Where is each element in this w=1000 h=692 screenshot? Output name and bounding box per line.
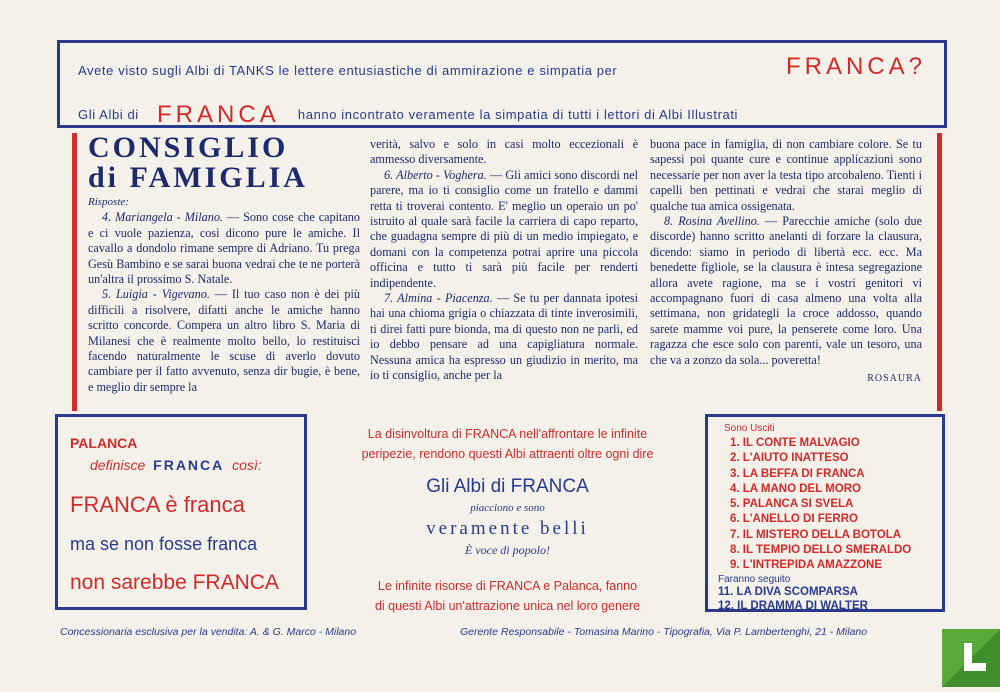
published-item: 6. L'ANELLO DI FERRO [730, 513, 858, 526]
answer-5-text: — Il tuo caso non è dei più difficili a risolvere, difatti anche le amiche hanno scritto concorde. Compera un altro libro S. Maria di Milanesi che è realmente molto bello, lo restituisci facendo naturalmente le scuse di averlo dovuto cambiare per il fatto avvenuto, senza dir bugie, è bene, e meglio dir sempre la [88, 287, 361, 394]
header-line2-brand: FRANCA [157, 101, 280, 128]
center-top-text [320, 424, 695, 464]
cosi-word: così: [232, 457, 262, 473]
center-top-1: La disinvoltura di FRANCA nell'affrontare le infinite [367, 427, 648, 441]
center-bottom-2: di questi Albi un'attrazione unica nel loro genere [374, 599, 641, 613]
answer-6-text: — Gli amici sono discordi nel parere, ma io ti consiglio come un fratello e dammi retta ti troverai contento. E' meglio un operaio un po' istruito al quale sarà facile la carriera di capo reparto, che guadagna sempre di più di un medio impiegato, e domani con la competenza potrai aprire una piccola officina e tutto ti sarà più facile per renderti indipendente. [370, 167, 638, 290]
motto-line-1: FRANCA è franca [70, 492, 245, 517]
col2-intro: verità, salvo e solo in casi molto eccezionali è ammesso diversamente. [370, 137, 638, 167]
header-line2-post: hanno incontrato veramente la simpatia di tutti i lettori di Albi Illustrati [297, 107, 739, 122]
definisce-franca: FRANCA [153, 457, 225, 473]
article-column-3 [650, 137, 922, 387]
corner-logo [942, 629, 1000, 687]
upcoming-item: 11. LA DIVA SCOMPARSA [718, 586, 858, 598]
center-piacciono: piacciono e sono [470, 502, 545, 514]
answer-8 [650, 214, 922, 368]
motto-line-2: ma se non fosse franca [70, 534, 258, 554]
header-line1-text: Avete visto sugli Albi di TANKS le lettere entusiastiche di ammirazione e simpatia per [78, 63, 618, 78]
sono-usciti-heading: Sono Usciti [724, 423, 775, 434]
definisce-line [90, 457, 262, 473]
risposte-label: Risposte: [88, 196, 129, 208]
header-box [57, 40, 947, 128]
published-item: 9. L'INTREPIDA AMAZZONE [730, 559, 883, 572]
answer-6 [370, 168, 638, 291]
footer-distributor: Concessionaria esclusiva per la vendita: A. & G. Marco - Milano [60, 626, 357, 638]
answer-4-name: 4. Mariangela - Milano. [102, 210, 223, 225]
l-logo-icon [942, 629, 1000, 687]
footer-printer: Gerente Responsabile - Tomasina Marino - Tipografia, Via P. Lambertenghi, 21 - Milano [460, 626, 868, 638]
published-list [730, 436, 911, 574]
published-item: 8. IL TEMPIO DELLO SMERALDO [730, 544, 912, 557]
article-column-1 [88, 133, 360, 395]
answer-8-text: — Parecchie amiche (solo due discorde) hanno scritto anelanti di forzare la clausura, dicendo: siamo in periodo di libertà ecc. ecc. Ma benedette figliole, se la clausura è intesa segregazione allora avete ragione, ma se i vostri genitori vi accompagnano fuori di casa almeno una volta alla settimana, non gridategli la croce addosso, quando sarete mamme voi pure, la penserete come loro. Una ragazza che esce solo con parenti, vale un tesoro, una che va a zonzo da sola... poveretta! [650, 214, 922, 367]
published-item: 2. L'AIUTO INATTESO [730, 452, 849, 465]
header-line-1 [78, 53, 930, 80]
motto-line-3: non sarebbe FRANCA [70, 571, 279, 594]
answer-8-name: 8. Rosina Avellino. [664, 214, 760, 229]
published-item: 3. LA BEFFA DI FRANCA [730, 467, 865, 480]
palanca-box [55, 414, 307, 610]
upcoming-item: 12. IL DRAMMA DI WALTER [718, 600, 868, 612]
answer-5-name: 5. Luigia - Vigevano. [102, 287, 210, 302]
article-column-2 [370, 137, 638, 384]
center-top-2: peripezie, rendono questi Albi attraenti oltre ogni dire [361, 447, 654, 461]
article-title-1: CONSIGLIO [88, 131, 289, 164]
article-title-2: di FAMIGLIA [88, 161, 308, 194]
left-red-bar [72, 133, 77, 411]
palanca-label: PALANCA [70, 435, 138, 451]
answer-4-text: — Sono cose che capitano e ci vuole pazienza, così dicono pure le amiche. Il cavallo a dondolo rimane sempre di Adriano. Tu prega Gesù Bambino e se sarai buona vedrai che te ne porterà un'altra il prossimo S. Natale. [88, 210, 360, 287]
col3-intro: buona pace in famiglia, di non cambiare colore. Se tu sapessi poi quante cure e continue applicazioni sono necessarie per non aver la testa tipo arcobaleno. Tienti i capelli ben pettinati e vedrai che starai meglio di qualche tua amica ossigenata. [650, 137, 922, 213]
header-line-2 [78, 98, 930, 126]
faranno-seguito-heading: Faranno seguito [718, 574, 791, 585]
answer-5 [88, 287, 360, 395]
answer-7-text: — Se tu per dannata ipotesi hai una chioma grigia o chiazzata di tinte inverosimili, ti direi fatti pure bionda, ma di questo non ne parli, ed io debbo pensare ad una capigliatura normale. Nessuna amica ha espresso un giudizio in merito, ma io ti consiglio, anche per la [370, 291, 639, 383]
answer-6-name: 6. Alberto - Voghera. [384, 167, 487, 182]
center-albi: Gli Albi di FRANCA [426, 476, 589, 497]
published-item: 1. IL CONTE MALVAGIO [730, 437, 860, 449]
right-red-bar [937, 133, 942, 411]
published-item: 4. LA MANO DEL MORO [730, 482, 861, 495]
signature: ROSAURA [867, 373, 922, 385]
center-bottom-1: Le infinite risorse di FRANCA e Palanca, fanno [377, 579, 638, 593]
definisce-word: definisce [90, 457, 146, 473]
answer-4 [88, 210, 360, 287]
answer-7 [370, 291, 638, 383]
center-bottom-text [320, 576, 695, 616]
answer-7-name: 7. Almina - Piacenza. [384, 291, 493, 306]
titles-box [705, 414, 945, 612]
upcoming-list [718, 585, 868, 613]
published-item: 5. PALANCA SI SVELA [730, 498, 854, 511]
header-line2-pre: Gli Albi di [78, 107, 139, 122]
center-veramente: veramente belli [426, 518, 589, 539]
published-item: 7. IL MISTERO DELLA BOTOLA [730, 528, 902, 541]
center-voce: È voce di popolo! [465, 543, 550, 557]
header-line1-brand: FRANCA? [785, 53, 926, 80]
